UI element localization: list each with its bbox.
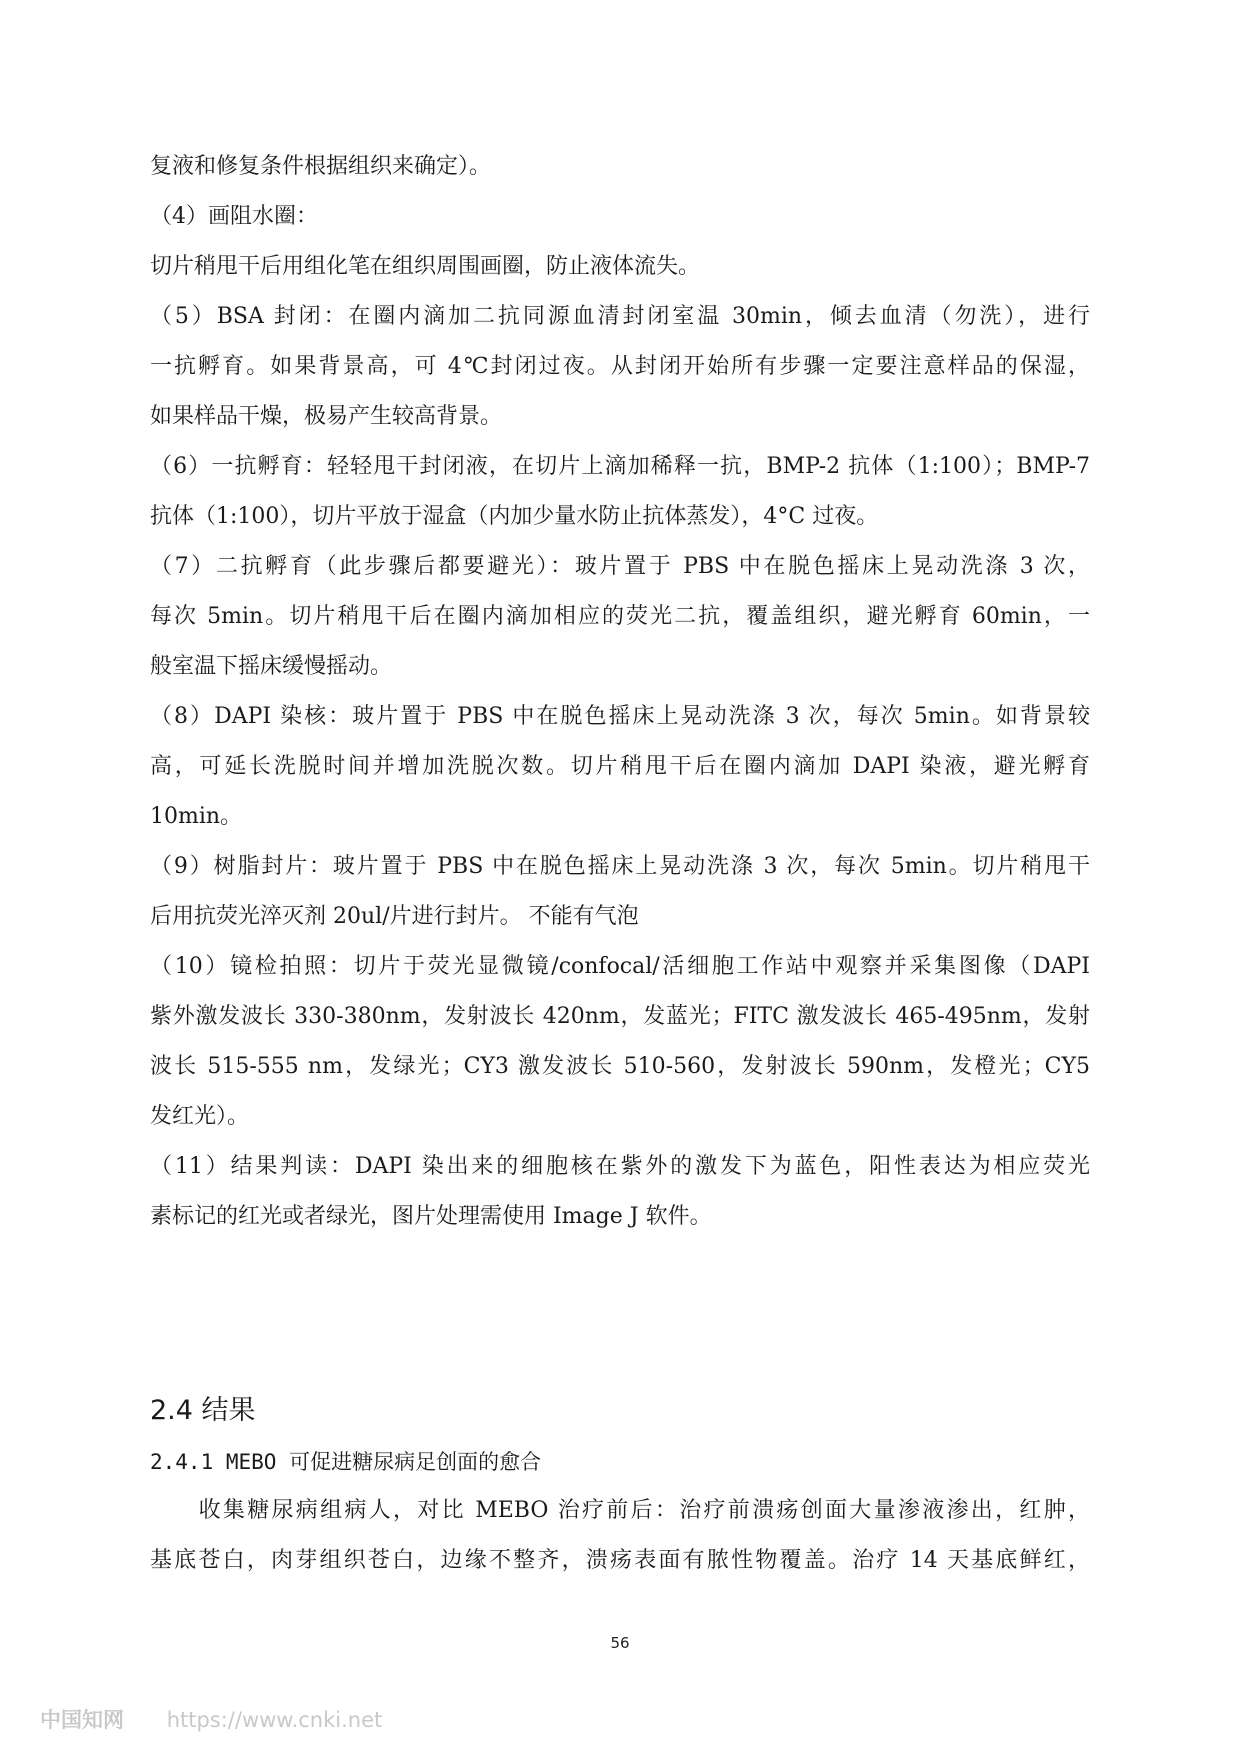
paragraph-line: 如果样品干燥，极易产生较高背景。	[150, 404, 503, 429]
paragraph-line: （5）BSA 封闭：在圈内滴加二抗同源血清封闭室温 30min，倾去血清（勿洗），进行	[150, 304, 1090, 329]
paragraph-line: （9）树脂封片：玻片置于 PBS 中在脱色摇床上晃动洗涤 3 次，每次 5min。切片稍甩干	[150, 854, 1090, 879]
paragraph-line: 波长 515-555 nm，发绿光；CY3 激发波长 510-560，发射波长 590nm，发橙光；CY5	[150, 1054, 1090, 1079]
paragraph-line: 切片稍甩干后用组化笔在组织周围画圈，防止液体流失。	[150, 254, 701, 279]
watermark-brand: 中国知网	[40, 1708, 124, 1732]
paragraph-line: （4）画阻水圈：	[150, 204, 318, 229]
paragraph-line: 素标记的红光或者绿光，图片处理需使用 Image J 软件。	[150, 1204, 712, 1229]
paragraph-line: （11）结果判读：DAPI 染出来的细胞核在紫外的激发下为蓝色，阳性表达为相应荧光	[150, 1154, 1090, 1179]
paragraph-line: 高，可延长洗脱时间并增加洗脱次数。切片稍甩干后在圈内滴加 DAPI 染液，避光孵育	[150, 754, 1090, 779]
paragraph-line: （10）镜检拍照：切片于荧光显微镜/confocal/活细胞工作站中观察并采集图像（DAPI	[150, 954, 1090, 979]
paragraph-line: 般室温下摇床缓慢摇动。	[150, 654, 393, 679]
paragraph-line: 复液和修复条件根据组织来确定）。	[150, 154, 492, 179]
paragraph-line: （8）DAPI 染核：玻片置于 PBS 中在脱色摇床上晃动洗涤 3 次，每次 5min。如背景较	[150, 704, 1090, 729]
paragraph-line: 每次 5min。切片稍甩干后在圈内滴加相应的荧光二抗，覆盖组织，避光孵育 60min，一	[150, 604, 1090, 629]
paragraph-line: 10min。	[150, 804, 243, 829]
page-number: 56	[610, 1634, 630, 1652]
paragraph-line: 后用抗荧光淬灭剂 20ul/片进行封片。 不能有气泡	[150, 904, 639, 929]
paragraph-line: （6）一抗孵育：轻轻甩干封闭液，在切片上滴加稀释一抗，BMP-2 抗体（1:100）；BMP-7	[150, 454, 1090, 479]
body-line: 基底苍白，肉芽组织苍白，边缘不整齐，溃疡表面有脓性物覆盖。治疗 14 天基底鲜红，	[150, 1548, 1090, 1573]
watermark-url: https://www.cnki.net	[166, 1708, 383, 1732]
paragraph-line: 紫外激发波长 330-380nm，发射波长 420nm，发蓝光；FITC 激发波长 465-495nm，发射	[150, 1004, 1090, 1029]
section-heading: 2.4 结果	[150, 1395, 256, 1426]
subsection-heading: 2.4.1 MEBO 可促进糖尿病足创面的愈合	[150, 1450, 542, 1474]
body-line: 收集糖尿病组病人，对比 MEBO 治疗前后：治疗前溃疡创面大量渗液渗出，红肿，	[150, 1498, 1090, 1523]
cnki-watermark	[40, 1704, 382, 1734]
paragraph-line: 发红光）。	[150, 1104, 250, 1129]
paragraph-line: 抗体（1:100），切片平放于湿盒（内加少量水防止抗体蒸发），4°C 过夜。	[150, 504, 879, 529]
paragraph-line: 一抗孵育。如果背景高，可 4℃封闭过夜。从封闭开始所有步骤一定要注意样品的保湿，	[150, 354, 1090, 379]
paragraph-line: （7）二抗孵育（此步骤后都要避光）：玻片置于 PBS 中在脱色摇床上晃动洗涤 3 次，	[150, 554, 1090, 579]
